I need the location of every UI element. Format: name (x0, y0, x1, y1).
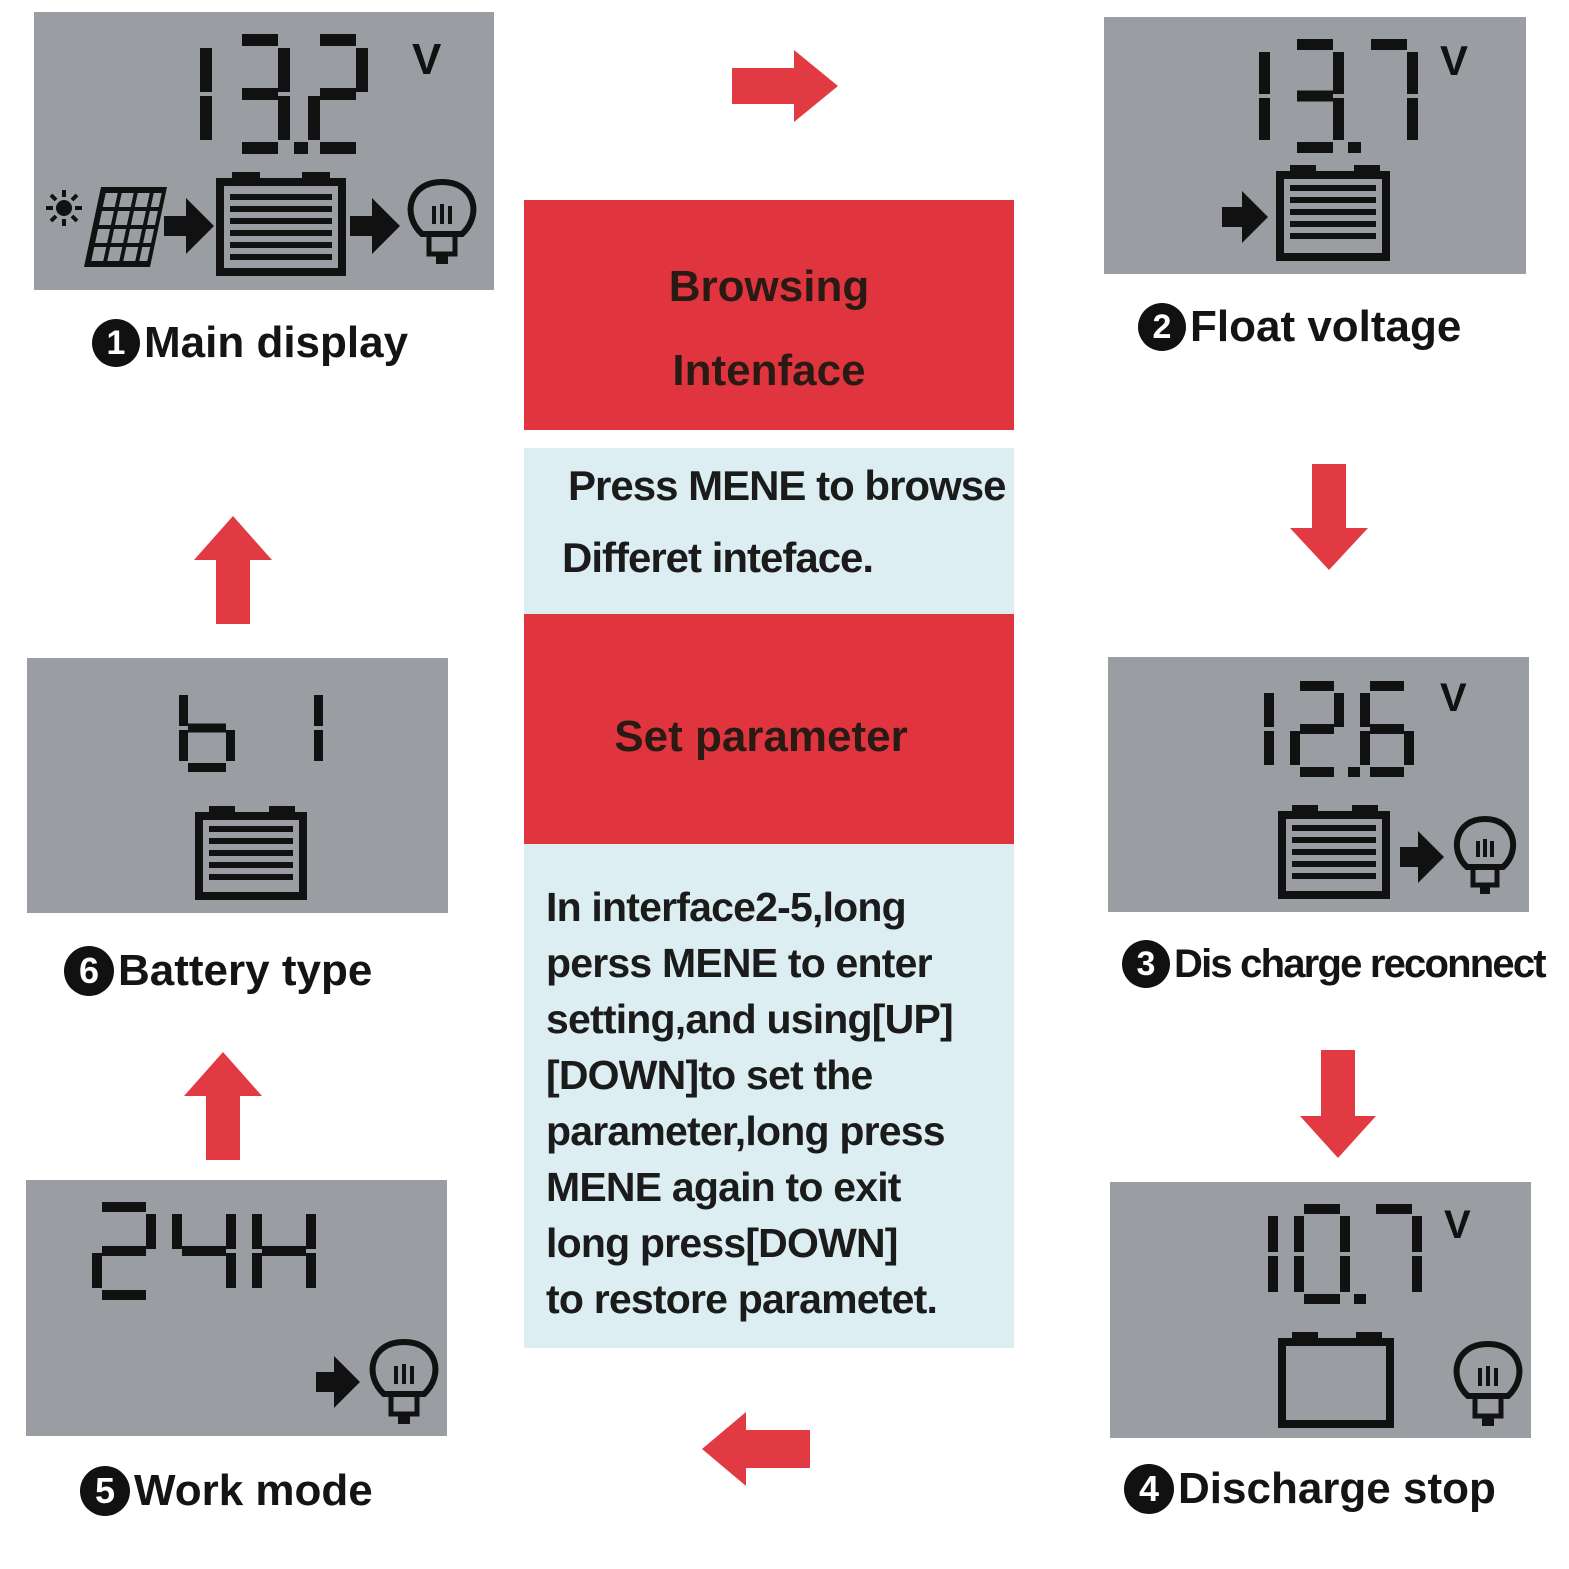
lcd-segment (278, 96, 290, 140)
lcd-drawing (1108, 657, 1529, 912)
lcd-drawing (1110, 1182, 1531, 1438)
step-badge: 4 (1124, 1464, 1174, 1514)
lcd-segment (356, 48, 368, 92)
lcd-segment (226, 730, 235, 761)
lcd-drawing (34, 12, 494, 290)
seven-segment-reading (92, 1202, 316, 1300)
caption-label: Battery type (118, 946, 373, 995)
arrow-up-icon (184, 1052, 262, 1160)
lcd-segment (92, 1253, 102, 1288)
lcd-segment (320, 34, 356, 46)
lcd-segment (179, 730, 188, 761)
step-badge: 2 (1138, 303, 1186, 351)
seven-segment-reading (1264, 681, 1414, 777)
lcd-segment (200, 48, 212, 92)
set-parameter-title: Set parameter (614, 712, 908, 761)
lcd-segment (314, 730, 323, 761)
lcd-segment (1334, 693, 1344, 727)
unit-label: V (1440, 676, 1467, 720)
lcd-screen-float-voltage (1104, 17, 1526, 274)
lcd-segment (306, 1214, 316, 1249)
lcd-digit (1297, 39, 1344, 153)
lcd-segment (102, 1290, 146, 1300)
lcd-digit (242, 34, 290, 154)
lcd-segment (1333, 98, 1344, 140)
lcd-segment (200, 96, 212, 140)
arrow-right-icon (316, 1356, 360, 1408)
lcd-segment (1376, 1204, 1412, 1214)
lcd-digit (1294, 1204, 1350, 1304)
caption-label: Discharge stop (1178, 1464, 1496, 1513)
solar-panel-icon (84, 187, 167, 267)
lcd-segment (1348, 767, 1360, 777)
lcd-segment (306, 1253, 316, 1288)
step-badge: 6 (64, 946, 114, 996)
lcd-segment (1360, 693, 1370, 727)
browsing-title-line1: Browsing (668, 262, 870, 311)
unit-label: V (412, 35, 442, 84)
arrow-down-icon (1290, 464, 1368, 570)
lcd-segment (1290, 731, 1300, 765)
lcd-segment (226, 1214, 236, 1249)
arrow-right-icon (164, 198, 214, 254)
set-parameter-text-line: long press[DOWN] (546, 1220, 898, 1266)
seven-segment-reading (1259, 39, 1418, 153)
browsing-title-line2: Intenface (672, 346, 866, 395)
lcd-segment (226, 1253, 236, 1288)
lcd-segment (262, 1246, 306, 1256)
lcd-digit (1376, 1204, 1422, 1292)
lcd-segment (1297, 142, 1333, 153)
lcd-segment (1340, 1216, 1350, 1252)
lcd-screen-discharge-reconnect (1108, 657, 1529, 912)
caption-label: Dis charge reconnect (1174, 941, 1545, 986)
lcd-digit (1360, 681, 1414, 777)
arrow-right-icon (1222, 191, 1268, 243)
arrow-down-icon (1300, 1050, 1376, 1158)
lcd-segment (1304, 1294, 1340, 1304)
lcd-segment (1404, 731, 1414, 765)
lcd-digit (179, 695, 235, 772)
caption-discharge-reconnect (1122, 940, 1545, 988)
arrow-right-icon (350, 198, 400, 254)
lcd-segment (1268, 1216, 1278, 1252)
lcd-segment (314, 695, 323, 726)
lcd-segment (1264, 693, 1274, 727)
battery-empty-icon (1282, 1332, 1390, 1424)
step-badge: 1 (92, 319, 140, 367)
browsing-interface-header (524, 200, 1014, 430)
lcd-segment (146, 1214, 156, 1249)
lcd-digit (1290, 681, 1344, 777)
lcd-digit (1264, 693, 1274, 765)
lcd-segment (278, 48, 290, 92)
lcd-segment (1340, 1256, 1350, 1292)
lcd-segment (1370, 724, 1404, 734)
caption-main-display (92, 318, 408, 368)
arrow-right-icon (732, 50, 838, 122)
lcd-segment (1370, 767, 1404, 777)
lcd-drawing (27, 658, 448, 913)
arrow-right-icon (1400, 831, 1444, 883)
bulb-icon (1457, 1344, 1520, 1426)
set-parameter-instructions (524, 844, 1014, 1348)
lcd-segment (242, 142, 278, 154)
sun-icon (46, 190, 82, 226)
lcd-segment (1300, 724, 1334, 734)
lcd-digit (308, 34, 368, 154)
lcd-segment (1294, 1256, 1304, 1292)
set-parameter-text-line: [DOWN]to set the (546, 1052, 873, 1098)
lcd-segment (1348, 142, 1361, 153)
lcd-segment (188, 724, 226, 733)
caption-work-mode (80, 1466, 373, 1516)
lcd-segment (1407, 52, 1418, 94)
lcd-screen-work-mode (26, 1180, 447, 1436)
bulb-icon (373, 1342, 436, 1424)
lcd-segment (182, 1246, 226, 1256)
lcd-segment (1300, 767, 1334, 777)
lcd-segment (102, 1202, 146, 1212)
lcd-segment (1371, 39, 1407, 50)
lcd-digit (172, 1214, 236, 1288)
arrow-left-icon (702, 1412, 810, 1486)
seven-segment-reading (179, 695, 323, 772)
lcd-segment (1412, 1256, 1422, 1292)
seven-segment-reading (1268, 1204, 1422, 1304)
lcd-segment (1354, 1294, 1366, 1304)
lcd-segment (252, 1214, 262, 1249)
lcd-screen-main-display (34, 12, 494, 290)
lcd-segment (308, 96, 320, 140)
lcd-screen-discharge-stop (1110, 1182, 1531, 1438)
lcd-segment (1360, 731, 1370, 765)
step-badge: 5 (80, 1466, 130, 1516)
set-parameter-text-line: perss MENE to enter (546, 940, 932, 986)
lcd-digit (200, 48, 212, 140)
set-parameter-text-line: parameter,long press (546, 1108, 945, 1154)
lcd-segment (242, 34, 278, 46)
unit-label: V (1440, 37, 1469, 84)
lcd-digit (1268, 1216, 1278, 1292)
caption-discharge-stop (1124, 1464, 1496, 1514)
set-parameter-text-line: setting,and using[UP] (546, 996, 953, 1042)
step-badge: 3 (1122, 940, 1170, 988)
lcd-segment (1300, 681, 1334, 691)
bulb-icon (1457, 819, 1513, 894)
browsing-text-line1: Press MENE to browse (568, 462, 1006, 509)
caption-label: Work mode (134, 1466, 373, 1515)
lcd-segment (1297, 39, 1333, 50)
lcd-drawing (26, 1180, 447, 1436)
lcd-segment (1304, 1204, 1340, 1214)
lcd-segment (1333, 52, 1344, 94)
lcd-segment (1259, 98, 1270, 140)
seven-segment-reading (200, 34, 368, 154)
lcd-segment (320, 88, 356, 100)
caption-battery-type (64, 946, 372, 996)
unit-label: V (1444, 1203, 1471, 1247)
browsing-instructions (524, 448, 1014, 614)
lcd-segment (1294, 1216, 1304, 1252)
lcd-segment (172, 1214, 182, 1249)
lcd-digit (1259, 52, 1270, 140)
lcd-segment (1259, 52, 1270, 94)
lcd-segment (242, 88, 278, 100)
browsing-text-line2: Differet inteface. (562, 534, 874, 581)
lcd-segment (1268, 1256, 1278, 1292)
lcd-digit (1371, 39, 1418, 140)
lcd-digit (314, 695, 323, 761)
lcd-segment (188, 763, 226, 772)
set-parameter-header (524, 614, 1014, 844)
set-parameter-text-line: In interface2-5,long (546, 884, 906, 930)
lcd-segment (1370, 681, 1404, 691)
lcd-segment (102, 1246, 146, 1256)
bulb-icon (411, 182, 474, 264)
lcd-drawing (1104, 17, 1526, 274)
lcd-segment (179, 695, 188, 726)
arrow-up-icon (194, 516, 272, 624)
battery-icon (1280, 165, 1386, 257)
lcd-segment (1297, 91, 1333, 102)
battery-icon (199, 806, 303, 896)
lcd-digit (92, 1202, 156, 1300)
set-parameter-text-line: MENE again to exit (546, 1164, 901, 1210)
lcd-segment (252, 1253, 262, 1288)
lcd-segment (320, 142, 356, 154)
caption-label: Float voltage (1190, 302, 1462, 351)
lcd-segment (1407, 98, 1418, 140)
set-parameter-text-line: to restore parametet. (546, 1276, 938, 1322)
battery-icon (220, 172, 342, 272)
lcd-digit (252, 1214, 316, 1288)
caption-float-voltage (1138, 302, 1461, 352)
battery-icon (1282, 805, 1386, 895)
lcd-screen-battery-type (27, 658, 448, 913)
lcd-segment (294, 142, 308, 154)
caption-label: Main display (144, 318, 409, 367)
lcd-segment (1412, 1216, 1422, 1252)
lcd-segment (1264, 731, 1274, 765)
